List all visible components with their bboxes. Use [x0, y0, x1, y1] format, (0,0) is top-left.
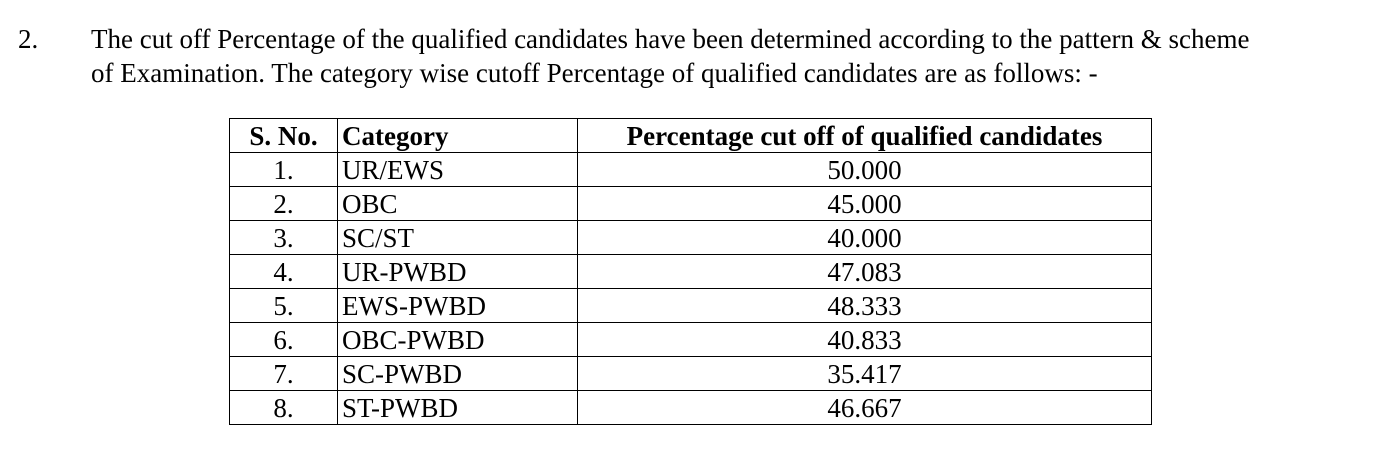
cell-sno: 5. [230, 289, 338, 323]
cell-percentage: 35.417 [578, 357, 1152, 391]
table-row [230, 255, 1152, 289]
table-row [230, 187, 1152, 221]
header-percentage: Percentage cut off of qualified candidates [578, 119, 1152, 153]
cell-category: SC/ST [338, 221, 578, 255]
paragraph-number: 2. [18, 24, 39, 54]
cell-category: OBC [338, 187, 578, 221]
paragraph-2 [0, 0, 1388, 100]
table-row [230, 323, 1152, 357]
paragraph-text [91, 22, 1381, 90]
cell-sno: 6. [230, 323, 338, 357]
header-category: Category [338, 119, 578, 153]
cell-percentage: 46.667 [578, 391, 1152, 425]
cell-percentage: 45.000 [578, 187, 1152, 221]
cell-sno: 7. [230, 357, 338, 391]
paragraph-line-1: The cut off Percentage of the qualified candidates have been determined according to the pattern & scheme [91, 24, 1250, 54]
table-header-row [230, 119, 1152, 153]
cell-category: UR-PWBD [338, 255, 578, 289]
cell-category: ST-PWBD [338, 391, 578, 425]
cell-category: SC-PWBD [338, 357, 578, 391]
cell-sno: 2. [230, 187, 338, 221]
cell-percentage: 50.000 [578, 153, 1152, 187]
header-sno: S. No. [230, 119, 338, 153]
cell-category: EWS-PWBD [338, 289, 578, 323]
cell-sno: 3. [230, 221, 338, 255]
cell-sno: 4. [230, 255, 338, 289]
table-row [230, 289, 1152, 323]
cell-category: OBC-PWBD [338, 323, 578, 357]
table-row [230, 357, 1152, 391]
cell-percentage: 40.833 [578, 323, 1152, 357]
paragraph-line-2: of Examination. The category wise cutoff Percentage of qualified candidates are as follows: - [91, 58, 1098, 88]
cell-category: UR/EWS [338, 153, 578, 187]
table-row [230, 391, 1152, 425]
cell-percentage: 48.333 [578, 289, 1152, 323]
table-row [230, 221, 1152, 255]
cutoff-table [229, 118, 1152, 425]
cell-sno: 8. [230, 391, 338, 425]
cell-percentage: 40.000 [578, 221, 1152, 255]
cell-sno: 1. [230, 153, 338, 187]
cell-percentage: 47.083 [578, 255, 1152, 289]
table-row [230, 153, 1152, 187]
